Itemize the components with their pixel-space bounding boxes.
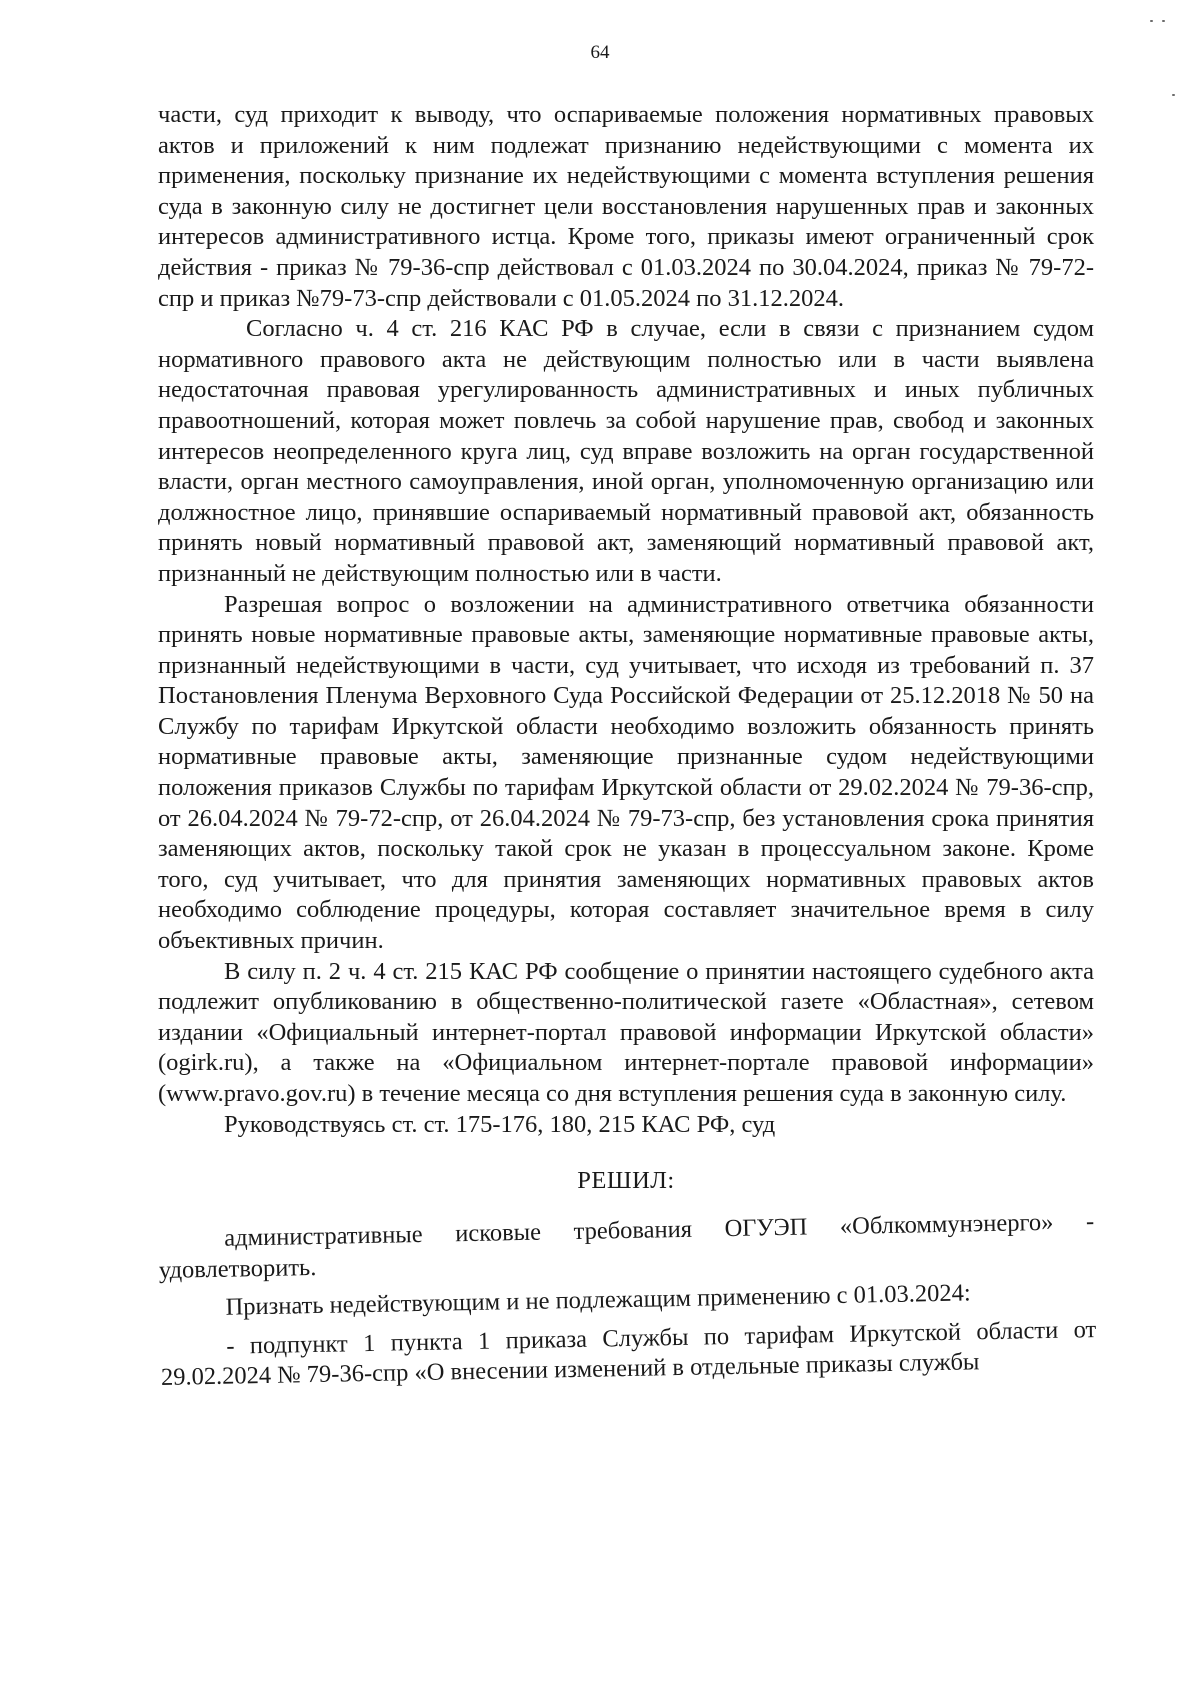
scan-speck	[1162, 20, 1165, 22]
scan-speck	[1150, 20, 1153, 22]
decision-item-recognize: Признать недействующим и не подлежащим применению с 01.03.2024:	[225, 1279, 971, 1321]
paragraph-kas-216: Согласно ч. 4 ст. 216 КАС РФ в случае, если в связи с признанием судом нормативного правового акта не действующим полностью или в части выявлена недостаточная правовая урегулированность административных и иных публичных правоотношений, которая может повлечь за собой нарушение прав, свобод и законных интересов неопределенного круга лиц, суд вправе возложить на орган государственной власти, орган местного самоуправления, иной орган, уполномоченную организацию или должностное лицо, принявшие оспариваемый нормативный правовой акт, обязанность принять новый нормативный правовой акт, заменяющий нормативный правовой акт, признанный не действующим полностью или в части.	[158, 315, 1094, 587]
decision-item-satisfy: административные исковые требования ОГУЭП «Облкоммунэнерго» - удовлетворить.	[158, 1207, 1095, 1284]
decision-item-subpoint: - подпункт 1 пункта 1 приказа Службы по тарифам Иркутской области от 29.02.2024 № 79-36-спр «О внесении изменений в отдельные приказы службы	[160, 1315, 1097, 1392]
decision-heading: РЕШИЛ:	[577, 1167, 675, 1195]
paragraph-guided-by: Руководствуясь ст. ст. 175-176, 180, 215 КАС РФ, суд	[224, 1110, 776, 1138]
paragraph-obligation: Разрешая вопрос о возложении на административного ответчика обязанности принять новые нормативные правовые акты, заменяющие нормативные правовые акты, признанный недействующими в части, суд учитывает, что исходя из требований п. 37 Постановления Пленума Верховного Суда Российской Федерации от 25.12.2018 № 50 на Службу по тарифам Иркутской области необходимо возложить обязанность принять нормативные правовые акты, заменяющие признанные судом недействующими положения приказов Службы по тарифам Иркутской области от 29.02.2024 № 79-36-спр, от 26.04.2024 № 79-72-спр, от 26.04.2024 № 79-73-спр, без установления срока принятия заменяющих актов, поскольку такой срок не указан в процессуальном законе. Кроме того, суд учитывает, что для принятия заменяющих нормативных правовых актов необходимо соблюдение процедуры, которая составляет значительное время в силу объективных причин.	[158, 590, 1094, 955]
page-number: 64	[590, 42, 610, 63]
document-body	[158, 100, 1097, 1402]
paragraph-application-moment: части, суд приходит к выводу, что оспариваемые положения нормативных правовых актов и приложений к ним подлежат признанию недействующими с момента их применения, поскольку признание их недействующими с момента вступления решения суда в законную силу не достигнет цели восстановления нарушенных прав и законных интересов административного истца. Кроме того, приказы имеют ограниченный срок действия - приказ № 79-36-спр действовал с 01.03.2024 по 30.04.2024, приказ № 79-72-спр и приказ №79-73-спр действовали с 01.05.2024 по 31.12.2024.	[158, 101, 1094, 312]
paragraph-publication: В силу п. 2 ч. 4 ст. 215 КАС РФ сообщение о принятии настоящего судебного акта подлежит опубликованию в общественно-политической газете «Областная», сетевом издании «Официальный интернет-портал правовой информации Иркутской области» (ogirk.ru), а также на «Официальном интернет-портале правовой информации» (www.pravo.gov.ru) в течение месяца со дня вступления решения суда в законную силу.	[158, 957, 1094, 1107]
decision-body	[158, 1207, 1097, 1394]
scan-speck	[1172, 94, 1175, 96]
